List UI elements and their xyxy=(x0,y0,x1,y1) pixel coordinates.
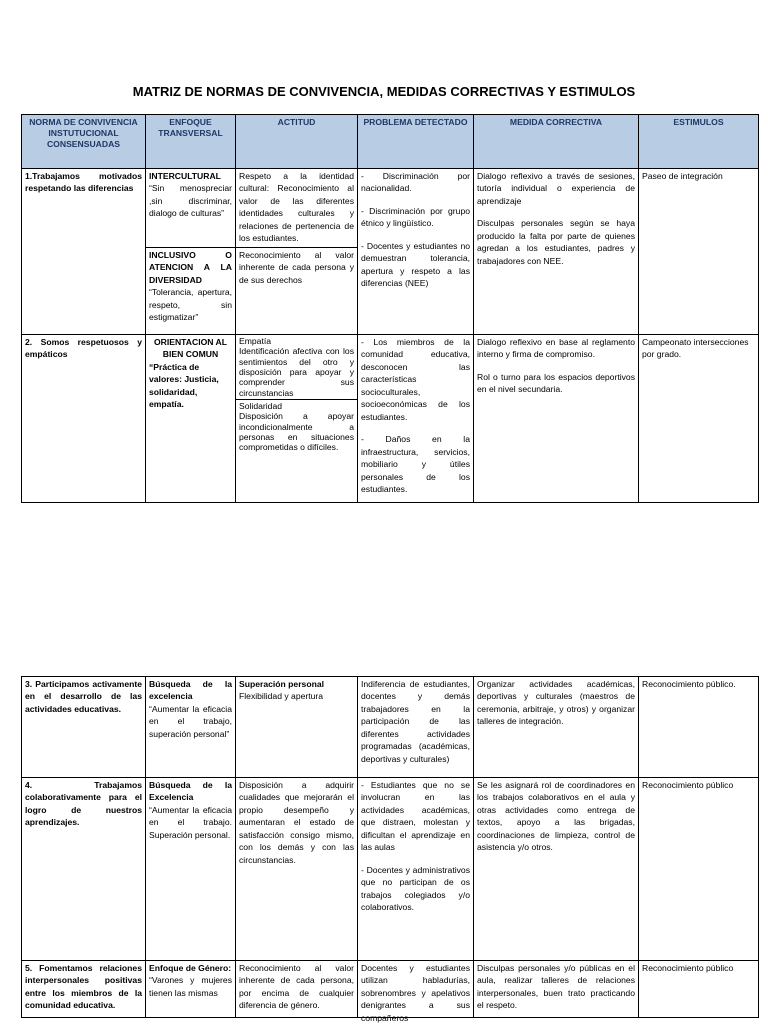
medida-cell xyxy=(474,169,639,335)
actitud-cell: Respeto a la identidad cultural: Reconocimiento al valor de las diferentes identidades culturales y relaciones de pertenencia de los estudiantes. xyxy=(236,169,358,248)
norms-table-top xyxy=(21,114,759,503)
problema-cell: Indiferencia de estudiantes, docentes y demás trabajadores en la participación de las diferentes actividades programadas (académicas, deportivas y culturales) xyxy=(358,677,474,778)
norma-cell: 2. Somos respetuosos y empáticos xyxy=(22,335,146,503)
estimulo-cell: Reconocimiento público xyxy=(639,778,759,961)
actitud-text: Disposición a apoyar incondicionalmente a personas en situaciones comprometidas o difíciles. xyxy=(239,411,354,453)
medida-text: Disculpas personales y/o públicas en el aula, realizar talleres de relaciones interpersonales, buen trato practicando el respeto. xyxy=(477,963,635,1011)
header-estimulos: ESTIMULOS xyxy=(639,115,759,169)
enfoque-title: Búsqueda de la Excelencia xyxy=(149,780,232,803)
norma-cell: 4. Trabajamos colaborativamente para el logro de nuestros aprendizajes. xyxy=(22,778,146,961)
header-row xyxy=(22,115,759,169)
enfoque-text: “Aumentar la eficacia en el trabajo, superación personal” xyxy=(149,703,232,739)
norms-table-bottom xyxy=(21,676,759,1023)
actitud-text: Reconocimiento al valor inherente de cada persona, por encima de cualquier diferencia de género. xyxy=(239,963,354,1011)
actitud-text: Flexibilidad y apertura xyxy=(239,691,324,702)
norma-cell xyxy=(22,961,146,1018)
enfoque-text: “Varones y mujeres tienen las mismas xyxy=(149,975,232,998)
norma-cell: 3. Participamos activamente en el desarrollo de las actividades educativas. xyxy=(22,677,146,778)
enfoque-title: INTERCULTURAL xyxy=(149,171,221,181)
header-norma: NORMA DE CONVIVENCIA INSTUTUCIONAL CONSENSUADAS xyxy=(22,115,146,169)
estimulo-cell xyxy=(639,961,759,1018)
estimulo-cell: Reconocimiento público. xyxy=(639,677,759,778)
header-enfoque: ENFOQUE TRANSVERSAL xyxy=(146,115,236,169)
problema-cell xyxy=(358,778,474,961)
table-row xyxy=(22,169,759,248)
problema-item: - Los miembros de la comunidad educativa, desconocen las características socioculturales, socioeconómicas de los estudiantes. xyxy=(361,337,470,422)
header-medida: MEDIDA CORRECTIVA xyxy=(474,115,639,169)
problema-item: - Discriminación por nacionalidad. xyxy=(361,171,470,194)
actitud-cell xyxy=(236,335,358,400)
problema-cell xyxy=(358,169,474,335)
medida-item: Rol o turno para los espacios deportivos en el nivel secundaria. xyxy=(477,371,635,395)
problema-cell xyxy=(358,961,474,1023)
actitud-title: Empatía xyxy=(239,336,272,346)
enfoque-text: “Práctica de valores: Justicia, solidaridad, empatía. xyxy=(149,361,219,410)
actitud-cell xyxy=(236,677,358,778)
enfoque-title: ORIENTACION AL BIEN COMUN xyxy=(153,337,228,360)
problema-item: - Daños en la infraestructura, servicios, mobiliario y útiles personales de los estudiantes. xyxy=(361,434,470,494)
problema-item: - Docentes y estudiantes no demuestran tolerancia, apertura y respeto a las diferencias (NEE) xyxy=(361,240,470,289)
enfoque-text: “Aumentar la eficacia en el trabajo. Superación personal. xyxy=(149,804,232,840)
actitud-cell: Reconocimiento al valor inherente de cada persona y de sus derechos xyxy=(236,248,358,335)
enfoque-cell xyxy=(146,248,236,335)
header-problema: PROBLEMA DETECTADO xyxy=(358,115,474,169)
problema-text: Docentes y estudiantes utilizan habladurías, sobrenombres y apelativos denigrantes a sus compañeros xyxy=(361,963,470,1023)
actitud-title: Solidaridad xyxy=(239,400,282,411)
enfoque-cell xyxy=(146,961,236,1018)
enfoque-title: INCLUSIVO O ATENCION A LA DIVERSIDAD xyxy=(149,250,232,285)
estimulo-cell: Campeonato intersecciones por grado. xyxy=(639,335,759,503)
actitud-title: Superación personal xyxy=(239,679,325,689)
medida-item: Disculpas personales según se haya producido la falta por parte de quienes agredan a los estudiantes, padres y trabajadores con NEE. xyxy=(477,218,635,266)
actitud-cell xyxy=(236,961,358,1018)
medida-cell: Organizar actividades académicas, deportivas y culturales (maestros de ceremonia, arbitraje, y otros) y organizar talleres de integración. xyxy=(474,677,639,778)
estimulo-text: Reconocimiento público xyxy=(642,963,734,973)
medida-cell: Se les asignará rol de coordinadores en los trabajos colaborativos en el aula y otras actividades como entrega de textos, apoyo a las brigadas, coordinaciones de limpieza, control de asistencia y/o otros. xyxy=(474,778,639,961)
enfoque-title: Enfoque de Género: xyxy=(149,963,232,973)
estimulo-cell: Paseo de integración xyxy=(639,169,759,335)
enfoque-cell xyxy=(146,778,236,961)
enfoque-cell xyxy=(146,677,236,778)
problema-cell xyxy=(358,335,474,503)
problema-item: - Docentes y administrativos que no participan de os trabajos colegiados y/o colaborativos. xyxy=(361,864,470,913)
page-title: MATRIZ DE NORMAS DE CONVIVENCIA, MEDIDAS CORRECTIVAS Y ESTIMULOS xyxy=(132,84,636,99)
medida-item: Dialogo reflexivo a través de sesiones, tutoría individual o experiencia de aprendizaje xyxy=(477,171,635,206)
table-row xyxy=(22,677,759,778)
enfoque-text: “Sin menospreciar ,sin discriminar, dialogo de culturas” xyxy=(149,183,232,219)
enfoque-cell xyxy=(146,335,236,503)
enfoque-text: “Tolerancia, apertura, respeto, sin estigmatizar” xyxy=(149,287,232,323)
medida-cell xyxy=(474,335,639,503)
table-row xyxy=(22,778,759,961)
enfoque-title: Búsqueda de la excelencia xyxy=(149,679,232,702)
problema-item: - Estudiantes que no se involucran en las actividades académicas, que distraen, molestan y dificultan el aprendizaje en las aulas xyxy=(361,780,470,853)
norma-cell: 1.Trabajamos motivados respetando las diferencias xyxy=(22,169,146,335)
table-row xyxy=(22,335,759,400)
actitud-cell xyxy=(236,399,358,502)
enfoque-cell xyxy=(146,169,236,248)
medida-cell xyxy=(474,961,639,1018)
actitud-text: Identificación afectiva con los sentimientos del otro y disposición para apoyar y comprender sus circunstancias xyxy=(239,346,354,398)
problema-item: - Discriminación por grupo étnico y lingüístico. xyxy=(361,205,470,229)
header-actitud: ACTITUD xyxy=(236,115,358,169)
table-row xyxy=(22,961,759,1018)
norma-text: 5. Fomentamos relaciones interpersonales positivas entre los miembros de la comunidad educativa. xyxy=(25,963,142,1011)
medida-item: Dialogo reflexivo en base al reglamento interno y firma de compromiso. xyxy=(477,337,635,360)
actitud-cell: Disposición a adquirir cualidades que mejorarán el propio desempeño y aumentaran el estado de satisfacción consigo mismo, con los demás y con las circunstancias. xyxy=(236,778,358,961)
